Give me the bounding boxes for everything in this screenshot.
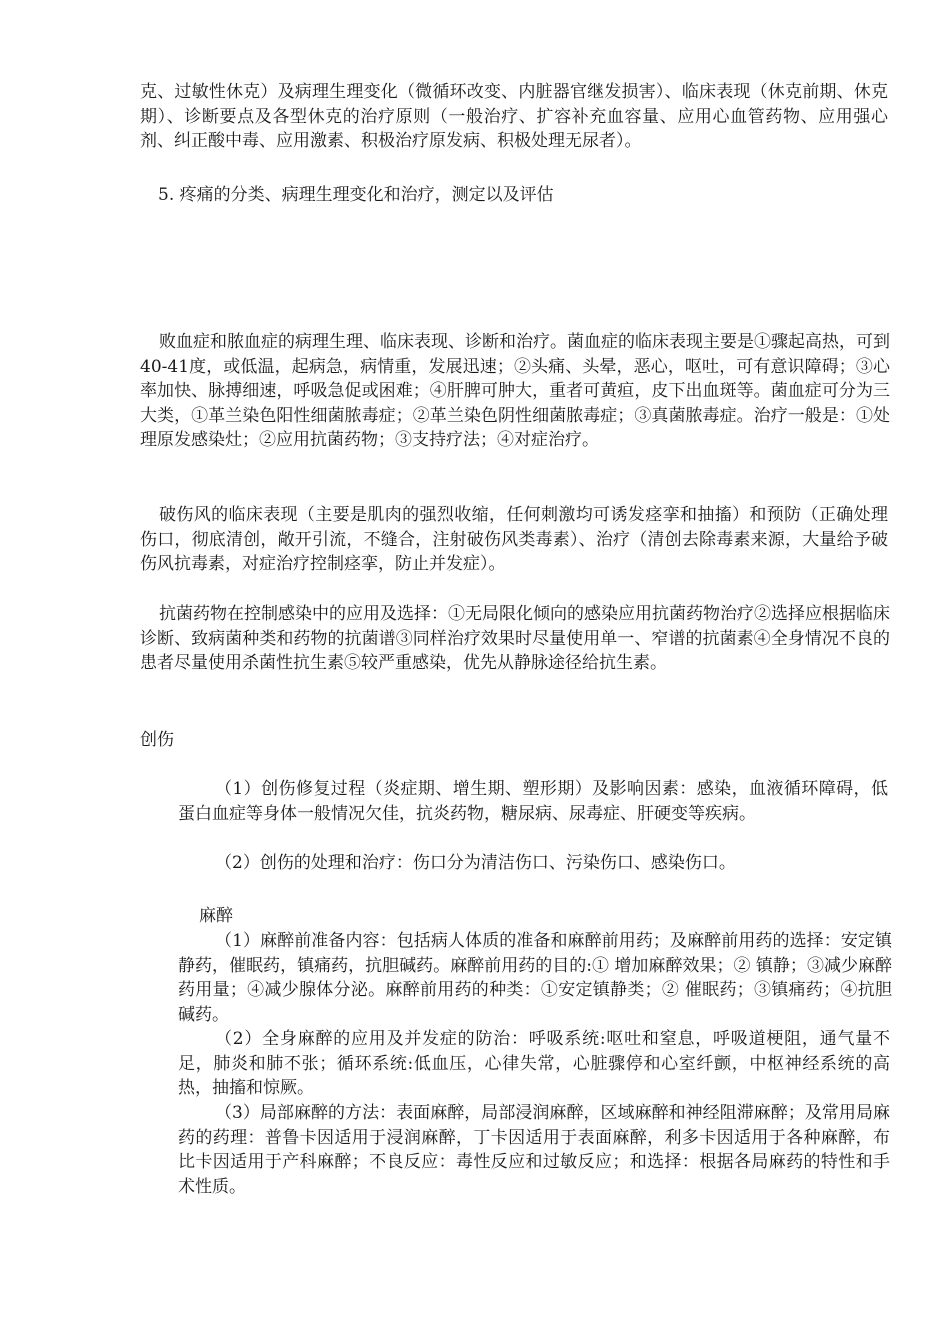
pain-heading: 5. 疼痛的分类、病理生理变化和治疗，测定以及评估 xyxy=(158,185,554,205)
trauma-treatment-paragraph: （2）创伤的处理和治疗：伤口分为清洁伤口、污染伤口、感染伤口。 xyxy=(215,853,736,873)
trauma-repair-paragraph: （1）创伤修复过程（炎症期、增生期、塑形期）及影响因素：感染，血液循环障碍，低蛋白血症等身体一般情况欠佳，抗炎药物，糖尿病、尿毒症、肝硬变等疾病。 xyxy=(178,779,888,824)
sepsis-paragraph: 败血症和脓血症的病理生理、临床表现、诊断和治疗。菌血症的临床表现主要是①骤起高热，可到40-41度，或低温，起病急，病情重，发展迅速；②头痛、头晕，恶心，呕吐，可有意识障碍；③心率加快、脉搏细速，呼吸急促或困难；④肝脾可肿大，重者可黄疸，皮下出血斑等。菌血症可分为三大类，①革兰染色阳性细菌脓毒症；②革兰染色阴性细菌脓毒症；③真菌脓毒症。治疗一般是：①处理原发感染灶；②应用抗菌药物；③支持疗法；④对症治疗。 xyxy=(140,332,890,451)
trauma-heading: 创伤 xyxy=(140,730,174,750)
local-anesthesia-paragraph: （3）局部麻醉的方法：表面麻醉，局部浸润麻醉，区域麻醉和神经阻滞麻醉；及常用局麻药的药理：普鲁卡因适用于浸润麻醉，丁卡因适用于表面麻醉，利多卡因适用于各种麻醉，布比卡因适用于产科麻醉；不良反应：毒性反应和过敏反应；和选择：根据各局麻药的特性和手术性质。 xyxy=(178,1103,890,1197)
antibiotics-paragraph: 抗菌药物在控制感染中的应用及选择：①无局限化倾向的感染应用抗菌药物治疗②选择应根据临床诊断、致病菌种类和药物的抗菌谱③同样治疗效果时尽量使用单一、窄谱的抗菌素④全身情况不良的患者尽量使用杀菌性抗生素⑤较严重感染，优先从静脉途径给抗生素。 xyxy=(140,604,890,674)
tetanus-paragraph: 破伤风的临床表现（主要是肌肉的强烈收缩，任何刺激均可诱发痉挛和抽搐）和预防（正确处理伤口，彻底清创，敞开引流，不缝合，注射破伤风类毒素）、治疗（清创去除毒素来源，大量给予破伤风抗毒素，对症治疗控制痉挛，防止并发症）。 xyxy=(140,505,888,575)
anesthesia-heading: 麻醉 xyxy=(199,906,233,926)
shock-paragraph: 克、过敏性休克）及病理生理变化（微循环改变、内脏器官继发损害）、临床表现（休克前期、休克期）、诊断要点及各型休克的治疗原则（一般治疗、扩容补充血容量、应用心血管药物、应用强心剂、纠正酸中毒、应用激素、积极治疗原发病、积极处理无尿者）。 xyxy=(140,82,888,152)
preanesthesia-paragraph: （1）麻醉前准备内容：包括病人体质的准备和麻醉前用药；及麻醉前用药的选择：安定镇静药，催眠药，镇痛药，抗胆碱药。麻醉前用药的目的:① 增加麻醉效果；② 镇静；③减少麻醉药用量；④减少腺体分泌。麻醉前用药的种类：①安定镇静类；② 催眠药；③镇痛药；④抗胆碱药。 xyxy=(178,931,892,1025)
general-anesthesia-paragraph: （2）全身麻醉的应用及并发症的防治：呼吸系统:呕吐和窒息，呼吸道梗阻，通气量不足，肺炎和肺不张；循环系统:低血压，心律失常，心脏骤停和心室纤颤，中枢神经系统的高热，抽搐和惊厥。 xyxy=(178,1029,890,1099)
